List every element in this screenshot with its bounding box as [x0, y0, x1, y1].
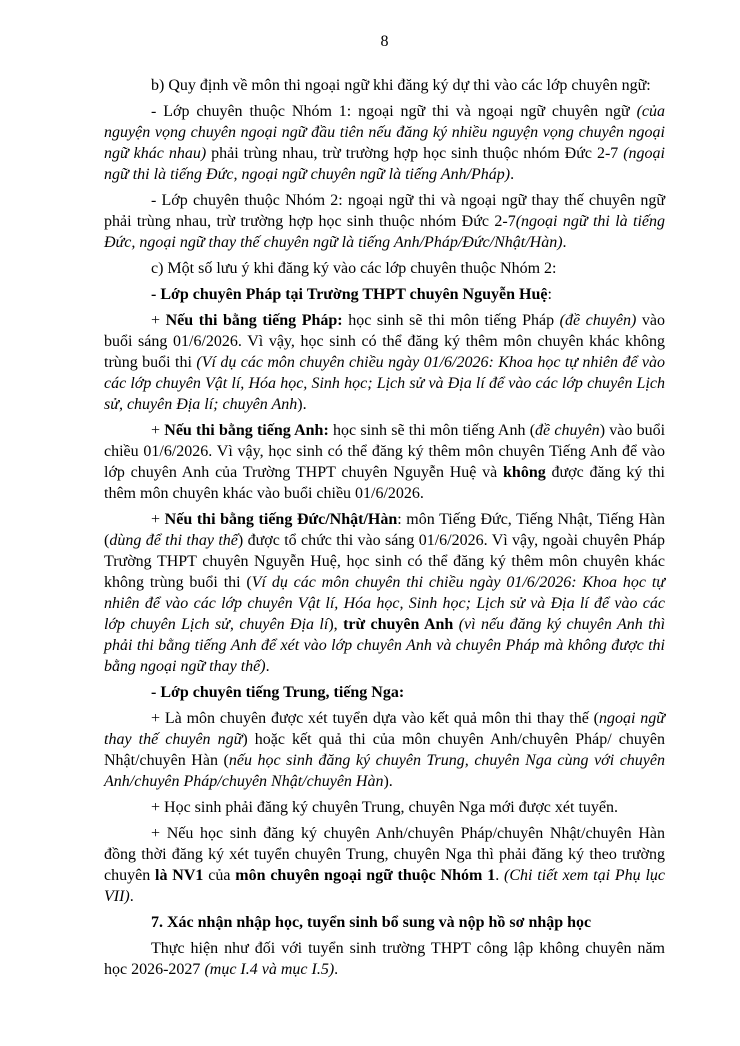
text-run: ngoại ngữ thay thế chuyên ngữ — [104, 710, 666, 748]
text-run: - Lớp chuyên tiếng Trung, tiếng Nga: — [151, 684, 405, 701]
text-run: (mục I.4 và mục I.5) — [204, 961, 335, 978]
text-run: : môn Tiếng Đức, Tiếng Nhật, Tiếng Hàn ( — [104, 511, 665, 549]
text-run: ) được tổ chức thi vào sáng 01/6/2026. Vì vậy, ngoài chuyên Pháp Trường THPT chuyên Nguyễn Huệ, học sinh có thể đăng ký thêm môn chuyên khác không trùng buổi thi ( — [104, 532, 665, 591]
text-run: của — [203, 867, 236, 884]
text-run: trừ chuyên Anh — [343, 616, 454, 633]
text-run: dùng để thi thay thế — [109, 532, 238, 549]
text-run: . — [334, 961, 339, 978]
paragraph — [104, 509, 665, 677]
paragraph — [104, 420, 665, 504]
text-run: phải trùng nhau, trừ trường hợp học sinh thuộc nhóm Đức 2-7 — [206, 145, 624, 162]
text-run: vào buổi sáng 01/6/2026. Vì vậy, học sinh có thể đăng ký thêm môn chuyên khác không trùng buổi thi — [104, 312, 665, 371]
text-run: c) Một số lưu ý khi đăng ký vào các lớp chuyên thuộc Nhóm 2: — [151, 260, 557, 277]
text-run: là NV1 — [155, 867, 204, 884]
text-run: (ngoại ngữ thi là tiếng Đức, ngoại ngữ thay thế chuyên ngữ là tiếng Anh/Pháp/Đức/Nhật/Hàn) — [104, 213, 666, 251]
paragraph — [104, 823, 665, 907]
text-run: Nếu thi bằng tiếng Đức/Nhật/Hàn — [164, 511, 398, 528]
text-run: (ngoại ngữ thi là tiếng Đức, ngoại ngữ chuyên ngữ là tiếng Anh/Pháp) — [104, 145, 665, 183]
paragraph — [104, 101, 665, 185]
paragraph — [104, 912, 665, 933]
paragraph — [104, 682, 665, 703]
text-run: : — [547, 286, 552, 303]
text-run: học sinh sẽ thi môn tiếng Pháp — [342, 312, 560, 329]
text-run: (vì nếu đăng ký chuyên Anh thì phải thi bằng tiếng Anh để xét vào lớp chuyên Anh và chuyên Pháp mà không được thi bằng ngoại ngữ thay thế) — [104, 616, 666, 675]
text-run: Nếu thi bằng tiếng Anh: — [164, 422, 329, 439]
page-number: 8 — [380, 33, 389, 50]
text-run: được đăng ký thi thêm môn chuyên khác vào buổi chiều 01/6/2026. — [104, 464, 666, 502]
text-run: 7. Xác nhận nhập học, tuyển sinh bổ sung và nộp hồ sơ nhập học — [151, 914, 592, 931]
text-run: ), — [328, 616, 344, 633]
text-run: ). — [383, 773, 393, 790]
text-run: Thực hiện như đối với tuyển sinh trường THPT công lập không chuyên năm học 2026-2027 — [104, 940, 665, 978]
text-run: Ví dụ các môn chuyên thi chiều ngày 01/6/2026: Khoa học tự nhiên để vào các lớp chuyên Vật lí, Hóa học, Sinh học; Lịch sử và Địa lí để vào các lớp chuyên Lịch sử, chuyên Địa lí — [104, 574, 665, 633]
paragraph — [104, 708, 665, 792]
text-run: + — [151, 511, 165, 528]
text-run: . — [510, 166, 515, 183]
text-run: nếu học sinh đăng ký chuyên Trung, chuyên Nga cùng với chuyên Anh/chuyên Pháp/chuyên Nhật/chuyên Hàn — [104, 752, 666, 790]
text-run: + Là môn chuyên được xét tuyển dựa vào kết quả môn thi thay thế ( — [151, 710, 599, 727]
text-run: b) Quy định về môn thi ngoại ngữ khi đăng ký dự thi vào các lớp chuyên ngữ: — [151, 77, 651, 94]
text-run: đề chuyên — [535, 422, 600, 439]
text-run: môn chuyên ngoại ngữ thuộc Nhóm 1 — [235, 867, 496, 884]
document-body — [104, 70, 665, 980]
text-run: - Lớp chuyên thuộc Nhóm 2: ngoại ngữ thi và ngoại ngữ thay thế chuyên ngữ phải trùng nhau, trừ trường hợp học sinh thuộc nhóm Đức 2-7 — [104, 192, 665, 230]
text-run: (của nguyện vọng chuyên ngoại ngữ đầu tiên nếu đăng ký nhiều nguyện vọng chuyên ngoại ngữ khác nhau) — [104, 103, 665, 162]
text-run: + — [151, 422, 165, 439]
text-run: + Học sinh phải đăng ký chuyên Trung, chuyên Nga mới được xét tuyển. — [151, 799, 618, 816]
paragraph — [104, 310, 665, 415]
text-run: học sinh sẽ thi môn tiếng Anh ( — [328, 422, 536, 439]
text-run: (đề chuyên) — [559, 312, 637, 329]
paragraph — [104, 797, 665, 818]
text-run: (Ví dụ các môn chuyên chiều ngày 01/6/2026: Khoa học tự nhiên để vào các lớp chuyên Vật lí, Hóa học, Sinh học; Lịch sử và Địa lí để vào các lớp chuyên Lịch sử, chuyên Địa lí; chuyên Anh — [104, 354, 666, 413]
text-run: . — [129, 888, 134, 905]
paragraph — [104, 938, 665, 980]
text-run: . — [562, 234, 567, 251]
paragraph — [104, 284, 665, 305]
text-run: - Lớp chuyên thuộc Nhóm 1: ngoại ngữ thi và ngoại ngữ chuyên ngữ — [151, 103, 637, 120]
paragraph — [104, 75, 665, 96]
text-run: . — [265, 658, 270, 675]
text-run: ). — [297, 396, 307, 413]
text-run: - Lớp chuyên Pháp tại Trường THPT chuyên Nguyễn Huệ — [151, 286, 548, 303]
text-run: ) hoặc kết quả thi của môn chuyên Anh/chuyên Pháp/ chuyên Nhật/chuyên Hàn ( — [104, 731, 666, 769]
text-run: . — [495, 867, 505, 884]
text-run: (Chi tiết xem tại Phụ lục VII) — [104, 867, 666, 905]
text-run: không — [503, 464, 546, 481]
text-run: Nếu thi bằng tiếng Pháp: — [165, 312, 343, 329]
text-run: + Nếu học sinh đăng ký chuyên Anh/chuyên Pháp/chuyên Nhật/chuyên Hàn đồng thời đăng ký xét tuyển chuyên Trung, chuyên Nga thì phải đăng ký theo trường chuyên — [104, 825, 665, 884]
text-run: + — [151, 312, 166, 329]
paragraph — [104, 190, 665, 253]
text-run: ) vào buổi chiều 01/6/2026. Vì vậy, học sinh có thể đăng ký thêm môn chuyên Tiếng Anh để vào lớp chuyên Anh của Trường THPT chuyên Nguyễn Huệ và — [104, 422, 666, 481]
paragraph — [104, 258, 665, 279]
